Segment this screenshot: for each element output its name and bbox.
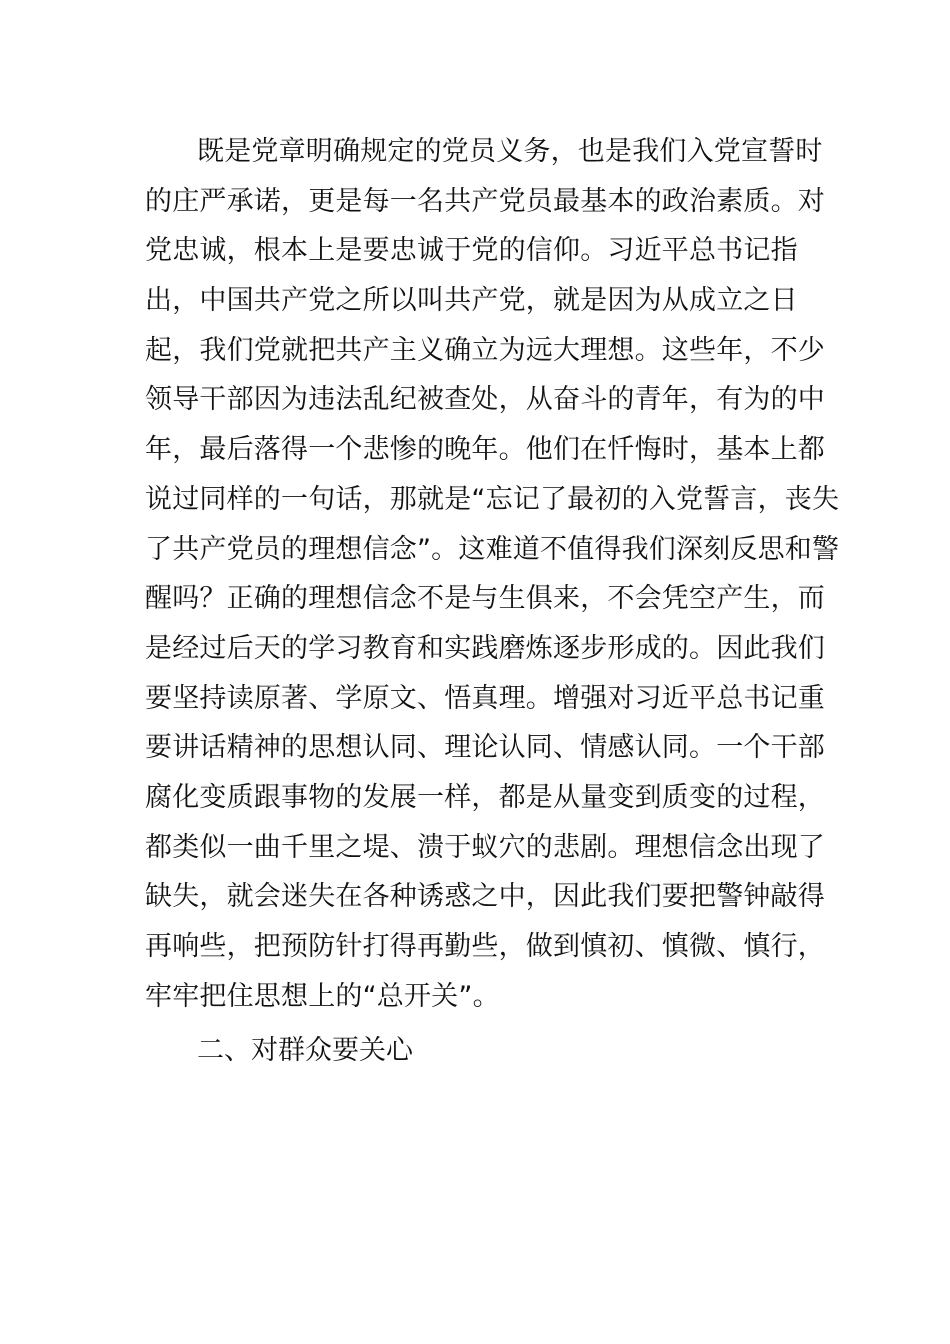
paragraph-line: 领导干部因为违法乱纪被查处，从奋斗的青年，有为的中 [145, 384, 825, 416]
paragraph-line: 的庄严承诺，更是每一名共产党员最基本的政治素质。对 [145, 185, 825, 217]
paragraph-line: 牢牢把住思想上的“总开关”。 [145, 980, 500, 1012]
paragraph-line: 党忠诚，根本上是要忠诚于党的信仰。习近平总书记指 [145, 235, 798, 267]
paragraph-line: 起，我们党就把共产主义确立为远大理想。这些年，不少 [145, 334, 825, 366]
paragraph-line: 出，中国共产党之所以叫共产党，就是因为从成立之日 [145, 285, 798, 317]
paragraph-line: 都类似一曲千里之堤、溃于蚁穴的悲剧。理想信念出现了 [145, 831, 825, 863]
paragraph-line: 再响些，把预防针打得再勤些，做到慎初、慎微、慎行， [145, 931, 825, 962]
paragraph-line: 缺失，就会迷失在各种诱惑之中，因此我们要把警钟敲得 [145, 881, 825, 913]
paragraph-line: 醒吗？正确的理想信念不是与生俱来，不会凭空产生，而 [145, 583, 825, 615]
paragraph-line: 腐化变质跟事物的发展一样，都是从量变到质变的过程， [145, 781, 825, 813]
paragraph-line: 要讲话精神的思想认同、理论认同、情感认同。一个干部 [145, 732, 825, 764]
paragraph-line: 了共产党员的理想信念”。这难道不值得我们深刻反思和警 [145, 533, 840, 565]
paragraph-line: 年，最后落得一个悲惨的晚年。他们在忏悔时，基本上都 [145, 434, 825, 466]
section-heading: 二、对群众要关心 [197, 1035, 413, 1066]
body-paragraph [145, 127, 840, 1021]
paragraph-line: 要坚持读原著、学原文、悟真理。增强对习近平总书记重 [145, 682, 825, 714]
paragraph-line: 既是党章明确规定的党员义务，也是我们入党宣誓时 [197, 136, 823, 167]
paragraph-line: 说过同样的一句话，那就是“忘记了最初的入党誓言，丧失 [145, 483, 840, 515]
paragraph-line: 是经过后天的学习教育和实践磨炼逐步形成的。因此我们 [145, 632, 825, 664]
